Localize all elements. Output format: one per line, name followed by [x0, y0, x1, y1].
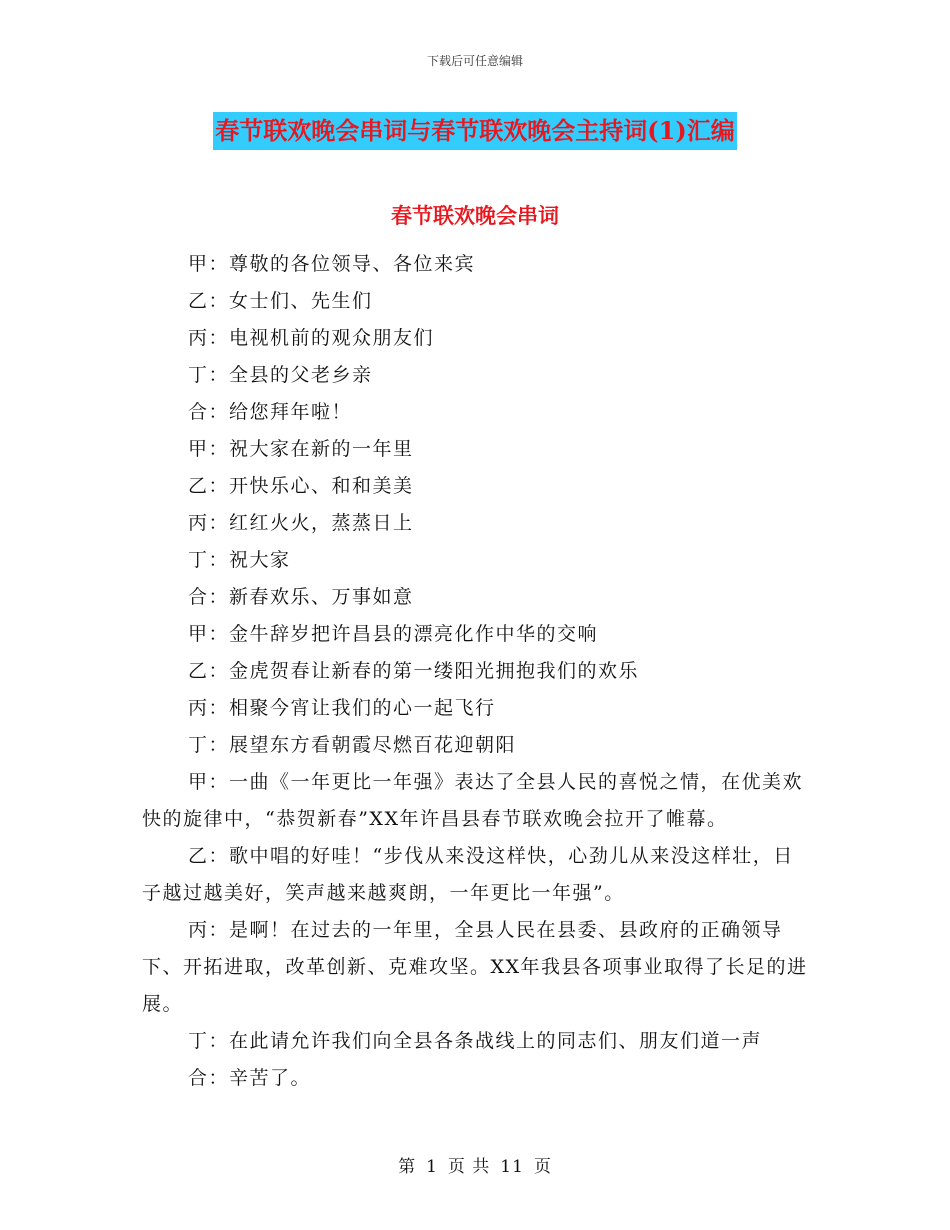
footer-middle: 页 共 — [447, 1157, 491, 1177]
document-title: 春节联欢晚会串词与春节联欢晚会主持词(1)汇编 — [213, 112, 736, 150]
paragraph: 合：辛苦了。 — [188, 1067, 312, 1089]
paragraph: 丙：红红火火，蒸蒸日上 — [188, 512, 414, 534]
paragraph: 甲：金牛辞岁把许昌县的漂亮化作中华的交响 — [188, 623, 599, 645]
paragraph: 合：新春欢乐、万事如意 — [188, 586, 414, 608]
paragraph: 乙：金虎贺春让新春的第一缕阳光拥抱我们的欢乐 — [188, 660, 640, 682]
document-title-container — [0, 112, 950, 150]
footer-page-number: 1 — [426, 1157, 438, 1177]
paragraph: 丁：全县的父老乡亲 — [188, 364, 373, 386]
paragraph: 丁：祝大家 — [188, 549, 291, 571]
paragraph: 甲：一曲《一年更比一年强》表达了全县人民的喜悦之情，在优美欢快的旋律中，“恭贺新春”XX年许昌县春节联欢晚会拉开了帷幕。 — [142, 771, 804, 830]
paragraph: 丁：在此请允许我们向全县各条战线上的同志们、朋友们道一声 — [188, 1030, 763, 1052]
paragraph: 乙：歌中唱的好哇！“步伐从来没这样快，心劲儿从来没这样壮，日子越过越美好，笑声越来越爽朗，一年更比一年强”。 — [142, 845, 794, 904]
document-body — [142, 246, 812, 1097]
section-title: 春节联欢晚会串词 — [391, 203, 559, 228]
paragraph: 丙：电视机前的观众朋友们 — [188, 327, 435, 349]
footer-suffix: 页 — [533, 1157, 552, 1177]
paragraph: 丁：展望东方看朝霞尽燃百花迎朝阳 — [188, 734, 517, 756]
paragraph: 甲：尊敬的各位领导、各位来宾 — [188, 253, 476, 275]
footer-prefix: 第 — [398, 1157, 417, 1177]
page-footer — [0, 1152, 950, 1177]
paragraph: 乙：女士们、先生们 — [188, 290, 373, 312]
footer-total-pages: 11 — [500, 1157, 524, 1177]
header-note: 下载后可任意编辑 — [426, 54, 523, 68]
paragraph: 合：给您拜年啦！ — [188, 401, 353, 423]
paragraph: 甲：祝大家在新的一年里 — [188, 438, 414, 460]
paragraph: 丙：是啊！在过去的一年里，全县人民在县委、县政府的正确领导下、开拓进取，改革创新、克难攻坚。XX年我县各项事业取得了长足的进展。 — [142, 919, 808, 1015]
paragraph: 丙：相聚今宵让我们的心一起飞行 — [188, 697, 496, 719]
paragraph: 乙：开快乐心、和和美美 — [188, 475, 414, 497]
